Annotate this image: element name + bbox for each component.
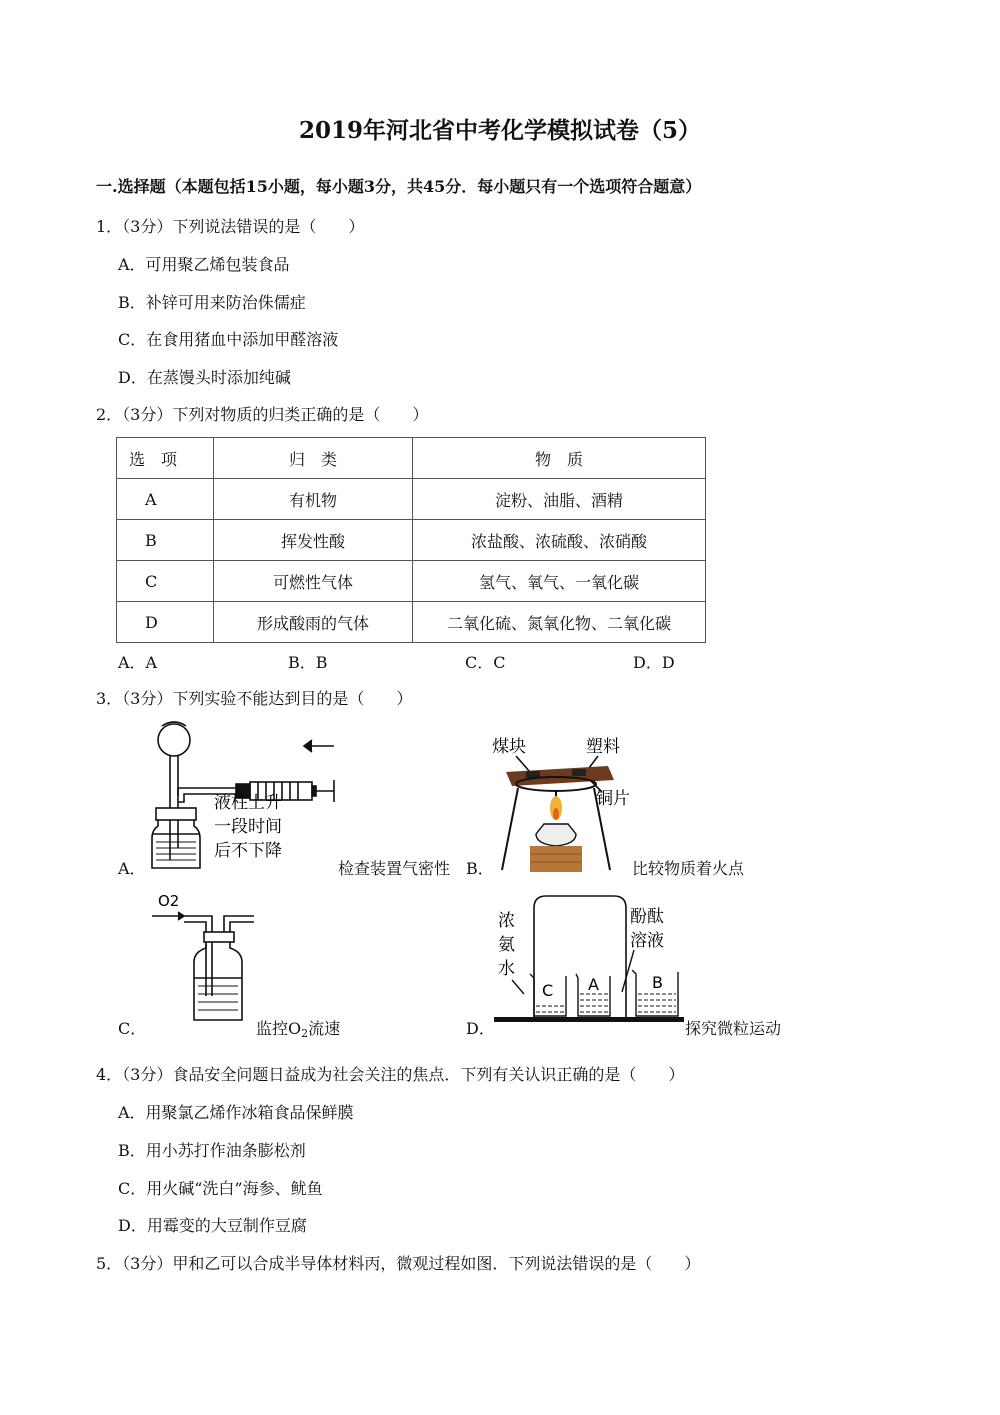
- particle-motion-diagram: [494, 890, 684, 1024]
- row-option: A: [117, 479, 214, 520]
- label-coal: 煤块: [492, 737, 526, 757]
- q4-option-c: C．用火碱“洗白”海参、鱿鱼: [118, 1179, 323, 1198]
- classification-table: [116, 437, 706, 643]
- row-substance: 淀粉、油脂、酒精: [413, 479, 706, 520]
- row-option: B: [117, 520, 214, 561]
- o2-flow-monitor-diagram: [148, 886, 260, 1022]
- label-copper-sheet: 铜片: [596, 789, 630, 809]
- row-category: 可燃性气体: [214, 561, 413, 602]
- q4-option-a: A．用聚氯乙烯作冰箱食品保鲜膜: [118, 1103, 354, 1122]
- beaker-label-c: C: [542, 981, 554, 1000]
- q4-option-d: D．用霉变的大豆制作豆腐: [118, 1216, 307, 1235]
- q3-option-b-letter: B．: [466, 859, 494, 878]
- row-option: C: [117, 561, 214, 602]
- q3-option-d-letter: D．: [466, 1019, 495, 1038]
- table-row: [117, 520, 706, 561]
- row-category: 挥发性酸: [214, 520, 413, 561]
- q1-option-b: B．补锌可用来防治侏儒症: [118, 293, 306, 312]
- label-after-a-while: 一段时间: [214, 817, 282, 837]
- beaker-label-a: A: [588, 975, 599, 994]
- q1-option-a: A．可用聚乙烯包装食品: [118, 255, 290, 274]
- page-title: 2019年河北省中考化学模拟试卷（5）: [298, 117, 702, 144]
- label-ammonia-1: 浓: [498, 911, 515, 931]
- ignition-point-diagram: [490, 734, 640, 874]
- row-category: 有机物: [214, 479, 413, 520]
- label-not-dropping: 后不下降: [214, 841, 282, 861]
- label-plastic: 塑料: [586, 737, 620, 757]
- q1-option-c: C．在食用猪血中添加甲醛溶液: [118, 330, 339, 349]
- row-substance: 氢气、氧气、一氧化碳: [413, 561, 706, 602]
- label-o2-gas: O2: [158, 892, 180, 910]
- row-option: D: [117, 602, 214, 643]
- label-ammonia-2: 氨: [498, 935, 515, 955]
- table-row: [117, 602, 706, 643]
- q2-option-b: B．B: [288, 653, 328, 672]
- row-category: 形成酸雨的气体: [214, 602, 413, 643]
- table-row: [117, 479, 706, 520]
- header-substance: 物 质: [413, 438, 706, 479]
- q2-option-c: C．C: [465, 653, 506, 672]
- q4-option-b: B．用小苏打作油条膨松剂: [118, 1141, 306, 1160]
- q2-option-d: D．D: [633, 653, 675, 672]
- q2-option-a: A．A: [118, 653, 158, 672]
- q3-option-b-caption: 比较物质着火点: [632, 859, 745, 878]
- q1-option-d: D．在蒸馒头时添加纯碱: [118, 368, 291, 387]
- airtightness-apparatus-diagram: [144, 718, 354, 874]
- label-ammonia-3: 水: [498, 959, 515, 979]
- table-row: [117, 561, 706, 602]
- row-substance: 浓盐酸、浓硫酸、浓硝酸: [413, 520, 706, 561]
- beaker-label-b: B: [652, 973, 663, 992]
- q3-option-c-caption: 监控$O_2$流速: [256, 1019, 341, 1040]
- q5-stem: 5．（3分）甲和乙可以合成半导体材料丙，微观过程如图．下列说法错误的是（ ）: [96, 1254, 701, 1273]
- label-phenolphthalein-1: 酚酞: [630, 907, 664, 927]
- header-category: 归 类: [214, 438, 413, 479]
- row-substance: 二氧化硫、氮氧化物、二氧化碳: [413, 602, 706, 643]
- section-heading: 一.选择题（本题包括15小题，每小题3分，共45分．每小题只有一个选项符合题意）: [96, 177, 702, 196]
- q3-stem: 3．（3分）下列实验不能达到目的是（ ）: [96, 689, 413, 708]
- q1-stem: 1．（3分）下列说法错误的是（ ）: [96, 217, 365, 236]
- q3-option-d-caption: 探究微粒运动: [685, 1019, 782, 1038]
- q2-stem: 2．（3分）下列对物质的归类正确的是（ ）: [96, 405, 429, 424]
- label-liquid-rises: 液柱上升: [214, 793, 282, 813]
- q3-option-c-letter: C．: [118, 1019, 147, 1038]
- q3-option-a-letter: A．: [118, 859, 146, 878]
- label-phenolphthalein-2: 溶液: [630, 931, 664, 951]
- q4-stem: 4．（3分）食品安全问题日益成为社会关注的焦点．下列有关认识正确的是（ ）: [96, 1065, 685, 1084]
- q3-option-a-caption: 检查装置气密性: [338, 859, 451, 878]
- table-header-row: [117, 438, 706, 479]
- header-option: 选 项: [117, 438, 214, 479]
